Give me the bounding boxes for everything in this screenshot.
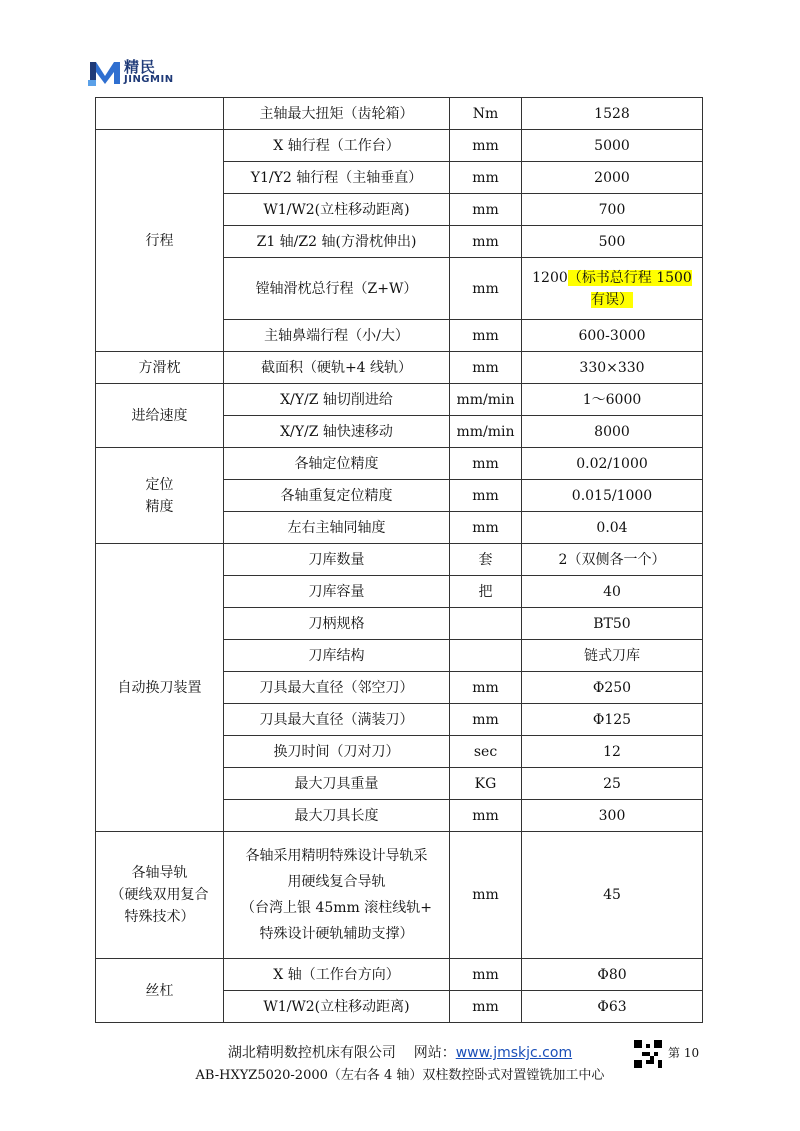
company-name: 湖北精明数控机床有限公司: [227, 1045, 396, 1061]
item-cell: W1/W2(立柱移动距离): [224, 991, 450, 1023]
item-cell: W1/W2(立柱移动距离): [224, 194, 450, 226]
unit-cell: mm: [450, 704, 522, 736]
value-cell: 330×330: [522, 352, 703, 384]
logo-text-cn: 精民: [124, 58, 157, 76]
unit-cell: 套: [450, 544, 522, 576]
unit-cell: mm: [450, 959, 522, 991]
category-cell: 方滑枕: [96, 352, 224, 384]
item-cell: X 轴（工作台方向）: [224, 959, 450, 991]
logo-text-en: JINGMIN: [124, 74, 174, 85]
item-cell: 各轴重复定位精度: [224, 480, 450, 512]
value-cell: Φ63: [522, 991, 703, 1023]
spec-table: [95, 97, 703, 1023]
unit-cell: mm: [450, 832, 522, 959]
value-cell: 链式刀库: [522, 640, 703, 672]
value-cell: 25: [522, 768, 703, 800]
value-cell: 40: [522, 576, 703, 608]
item-cell: 刀库数量: [224, 544, 450, 576]
table-row: [96, 832, 703, 959]
footer-model-line: AB-HXYZ5020-2000（左右各 4 轴）双柱数控卧式对置镗铣加工中心: [195, 1068, 605, 1083]
table-row: [96, 959, 703, 991]
unit-cell: mm: [450, 162, 522, 194]
item-cell: Z1 轴/Z2 轴(方滑枕伸出): [224, 226, 450, 258]
unit-cell: mm/min: [450, 384, 522, 416]
category-line: 定位: [145, 476, 174, 493]
value-cell: 1528: [522, 98, 703, 130]
item-line: 用硬线复合导轨: [287, 874, 386, 890]
value-part: 1200: [532, 269, 568, 286]
value-cell: 0.015/1000: [522, 480, 703, 512]
website-link[interactable]: www.jmskjc.com: [455, 1045, 573, 1061]
unit-cell: [450, 640, 522, 672]
value-cell: 2（双侧各一个）: [522, 544, 703, 576]
category-cell: [96, 448, 224, 544]
unit-cell: mm: [450, 320, 522, 352]
category-line: 精度: [145, 498, 174, 515]
item-cell: 刀具最大直径（满装刀）: [224, 704, 450, 736]
item-cell: X/Y/Z 轴快速移动: [224, 416, 450, 448]
item-cell: X/Y/Z 轴切削进给: [224, 384, 450, 416]
category-cell: [96, 832, 224, 959]
item-cell: 主轴最大扭矩（齿轮箱）: [224, 98, 450, 130]
unit-cell: mm: [450, 352, 522, 384]
value-cell: BT50: [522, 608, 703, 640]
item-cell: 刀库容量: [224, 576, 450, 608]
value-cell: 0.02/1000: [522, 448, 703, 480]
category-cell: 自动换刀装置: [96, 544, 224, 832]
category-line: 特殊技术）: [124, 909, 195, 925]
unit-cell: mm: [450, 258, 522, 320]
table-row: [96, 130, 703, 162]
company-logo: [88, 56, 268, 96]
value-cell: 500: [522, 226, 703, 258]
value-cell: 300: [522, 800, 703, 832]
unit-cell: mm/min: [450, 416, 522, 448]
unit-cell: sec: [450, 736, 522, 768]
unit-cell: mm: [450, 130, 522, 162]
highlighted-note: 有误）: [591, 291, 633, 308]
value-cell: 700: [522, 194, 703, 226]
category-cell: 丝杠: [96, 959, 224, 1023]
page-number: 第 10: [668, 1046, 700, 1060]
item-cell: 刀柄规格: [224, 608, 450, 640]
item-cell: 截面积（硬轨+4 线轨）: [224, 352, 450, 384]
unit-cell: mm: [450, 226, 522, 258]
value-cell: 5000: [522, 130, 703, 162]
item-cell: 各轴定位精度: [224, 448, 450, 480]
item-cell: 左右主轴同轴度: [224, 512, 450, 544]
unit-cell: KG: [450, 768, 522, 800]
item-line: （台湾上银 45mm 滚柱线轨+: [241, 900, 432, 916]
table-row: [96, 544, 703, 576]
item-cell: Y1/Y2 轴行程（主轴垂直）: [224, 162, 450, 194]
value-cell: Φ125: [522, 704, 703, 736]
item-cell: 刀具最大直径（邻空刀）: [224, 672, 450, 704]
value-cell: 1～6000: [522, 384, 703, 416]
unit-cell: mm: [450, 672, 522, 704]
value-cell: 45: [522, 832, 703, 959]
unit-cell: Nm: [450, 98, 522, 130]
category-cell: [96, 98, 224, 130]
value-cell: 600-3000: [522, 320, 703, 352]
value-cell: 0.04: [522, 512, 703, 544]
value-cell: Φ80: [522, 959, 703, 991]
item-cell: 换刀时间（刀对刀）: [224, 736, 450, 768]
item-cell: 镗轴滑枕总行程（Z+W）: [224, 258, 450, 320]
table-row: [96, 98, 703, 130]
table-row: [96, 352, 703, 384]
unit-cell: mm: [450, 448, 522, 480]
item-line: 各轴采用精明特殊设计导轨采: [245, 848, 428, 864]
table-row: [96, 448, 703, 480]
value-cell: Φ250: [522, 672, 703, 704]
value-cell: 12: [522, 736, 703, 768]
table-row: [96, 384, 703, 416]
highlighted-note: （标书总行程 1500: [567, 269, 692, 286]
category-cell: 进给速度: [96, 384, 224, 448]
unit-cell: mm: [450, 512, 522, 544]
unit-cell: mm: [450, 194, 522, 226]
unit-cell: mm: [450, 480, 522, 512]
category-line: 各轴导轨: [131, 865, 188, 881]
category-cell: 行程: [96, 130, 224, 352]
unit-cell: 把: [450, 576, 522, 608]
value-cell: 8000: [522, 416, 703, 448]
item-cell: X 轴行程（工作台）: [224, 130, 450, 162]
item-cell: 刀库结构: [224, 640, 450, 672]
value-cell: [522, 258, 703, 320]
site-label: 网站：: [413, 1045, 456, 1061]
unit-cell: [450, 608, 522, 640]
item-cell: 最大刀具长度: [224, 800, 450, 832]
unit-cell: mm: [450, 800, 522, 832]
item-cell: 最大刀具重量: [224, 768, 450, 800]
value-cell: 2000: [522, 162, 703, 194]
unit-cell: mm: [450, 991, 522, 1023]
jm-logo-icon: [88, 56, 122, 90]
item-cell: 主轴鼻端行程（小/大）: [224, 320, 450, 352]
category-line: （硬线双用复合: [110, 887, 209, 903]
item-cell: [224, 832, 450, 959]
item-line: 特殊设计硬轨辅助支撑）: [259, 926, 414, 942]
